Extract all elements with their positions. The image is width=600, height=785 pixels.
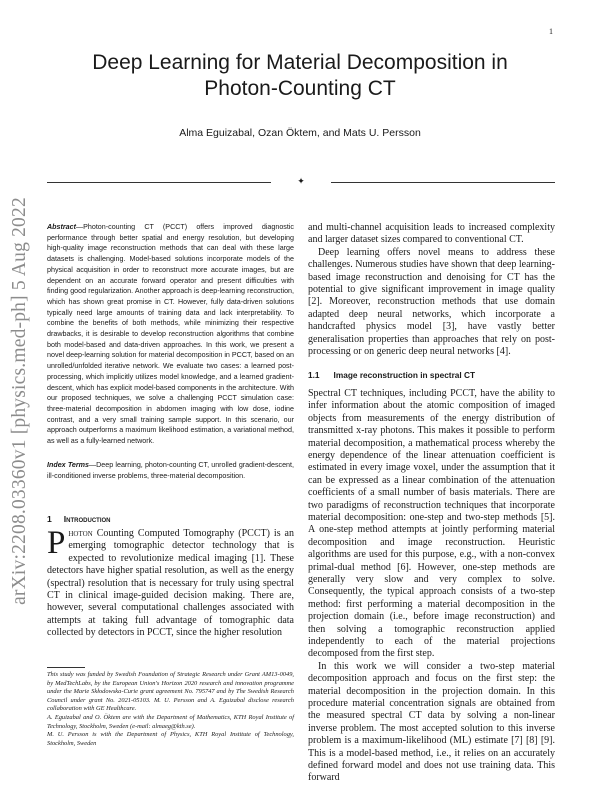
paragraph-this-work: In this work we will consider a two-step material decomposition approach and focus on the first step: the material decomposition in the projection domain. In this procedure material concentration signals are obtained from the measured spectral CT data by solving a non-linear inverse problem. The most accepted solution to this inverse problem is a maximum-likelihood (ML) estimate [7] [8] [9]. This is a model-based method, i.e., it relies on an accurately defined forward model and does not use training data. This forward	[308, 660, 555, 784]
paragraph-continuation: and multi-channel acquisition leads to increased complexity and larger dataset sizes compared to conventional CT.	[308, 222, 555, 246]
subsection-title: Image reconstruction in spectral CT	[333, 370, 476, 381]
page-number: 1	[549, 27, 553, 36]
divider-line-right	[331, 182, 555, 183]
paragraph-deep-learning: Deep learning offers novel means to address these challenges. Numerous studies have shown that deep learning-based image reconstruction and denoising for CT has the potential to give significant improvement in image quality [2]. Moreover, reconstruction methods that use domain adapted deep neural networks, which incorporate a handcrafted physics model [3], have vastly better generalisation properties than approaches that rely on post-processing or on generic deep neural networks [4].	[308, 246, 555, 358]
section-number: 1	[47, 514, 52, 524]
subsection-heading	[308, 369, 555, 381]
introduction-paragraph	[47, 525, 294, 640]
subsection-number: 1.1	[308, 370, 320, 381]
drop-cap: P	[47, 525, 66, 561]
title-divider	[47, 177, 555, 187]
index-terms-text: —Deep learning, photon-counting CT, unrolled gradient-descent, ill-conditioned inverse problems, three-material decomposition.	[47, 461, 294, 480]
arxiv-identifier: arXiv:2208.03360v1 [physics.med-ph] 5 Aug 2022	[9, 197, 30, 605]
abstract-text: —Photon-counting CT (PCCT) offers improved diagnostic performance through better spatial and energy resolution, but developing high-quality image reconstruction methods that can deal with these large datasets is challenging. Model-based solutions incorporate models of the physical acquisition in order to reconstruct more accurate images, but are dependent on an accurate forward operator and present difficulties with finding good regularization. Another approach is deep-learning reconstruction, which has shown great promise in CT. However, fully data-driven solutions typically need large amounts of training data and lack interpretability. To combine the benefits of both methods, while minimizing their respective drawbacks, it is desirable to develop reconstruction algorithms that combine both model-based and data-driven approaches. In this work, we present a novel deep-learning solution for material decomposition in PCCT, based on an unrolled/unfolded iterative network. We evaluate two cases: a learned post-processing, which implicitly utilizes model knowledge, and a learned gradient-descent, which has explicit model-based components in the architecture. With our proposed techniques, we solve a challenging PCCT simulation case: three-material decomposition in abdomen imaging with low dose, iodine contrast, and a very small training sample support. In this scenario, our approach outperforms a maximum likelihood estimation, a variational method, as well as a fully-learned network.	[47, 223, 294, 446]
intro-text: Counting Computed Tomography (PCCT) is an emerging tomographic detector technology that is expected to revolutionize medical imaging [1]. These detectors have higher spatial resolution, as well as the energy (spectral) resolution that is necessary for truly using spectral CT in clinical image-guided decision making. There are, however, several computational challenges associated with attempts at taking full advantage of tomographic data collected by detectors in PCCT, since the higher resolution	[47, 528, 294, 639]
footnote-affiliation-math: A. Eguizabal and O. Öktem are with the Department of Mathematics, KTH Royal Institute of Technology, Stockholm, Sweden (e-mail: almaeg@kth.se).	[47, 713, 294, 730]
abstract	[47, 222, 294, 447]
divider-line-left	[47, 182, 271, 183]
paper-title: Deep Learning for Material Decomposition in Photon-Counting CT	[92, 51, 508, 100]
intro-lead-word: hoton	[68, 528, 93, 539]
right-column	[308, 222, 555, 785]
footnote-funding: This study was funded by Swedish Foundation of Strategic Research under Grant AM13-0049, by MedTechLabs, by the European Union's Horizon 2020 research and innovation programme under the Marie Skłodowska-Curie grant agreement No. 795747 and by The Swedish Research Council under grant No. 2021-05103. M. U. Persson and A. Eguizabal disclose research collaboration with GE Healthcare.	[47, 671, 294, 713]
paragraph-spectral-ct: Spectral CT techniques, including PCCT, have the ability to infer information about the atomic composition of imaged objects from measurements of the energy distribution of transmitted x-ray photons. This makes it possible to perform material decomposition, a mathematical process whereby the energy dependence of the linear attenuation coefficient is estimated in every image voxel, under the assumption that it can be expressed as a linear combination of the attenuation coefficients of a small number of basis materials. There are two paradigms of reconstruction techniques that incorporate material decomposition: one-step and two-step methods [5]. A one-step method attempts at jointly performing material decomposition and image reconstruction. Heuristic algorithms are used for this purpose, e.g., with a non-convex primal-dual method [6]. However, one-step methods are generally very slow and very complex to solve. Consequently, the typical approach consists of a two-step method: first performing a material decomposition in the projection domain (i.e., before image reconstruction) and then solving a tomographic reconstruction applied independently to each of the material projections decomposed from the first step.	[308, 387, 555, 660]
section-heading-introduction	[47, 514, 111, 524]
section-title: Introduction	[63, 514, 111, 524]
index-terms-label: Index Terms	[47, 461, 89, 469]
footnotes	[47, 671, 294, 748]
index-terms	[47, 460, 294, 481]
divider-ornament-icon: ✦	[297, 177, 305, 187]
footnote-affiliation-physics: M. U. Persson is with the Department of Physics, KTH Royal Institute of Technology, Stockholm, Sweden	[47, 731, 294, 747]
author-list: Alma Eguizabal, Ozan Öktem, and Mats U. Persson	[179, 127, 421, 139]
abstract-label: Abstract	[47, 223, 76, 231]
footnote-rule	[47, 667, 85, 668]
